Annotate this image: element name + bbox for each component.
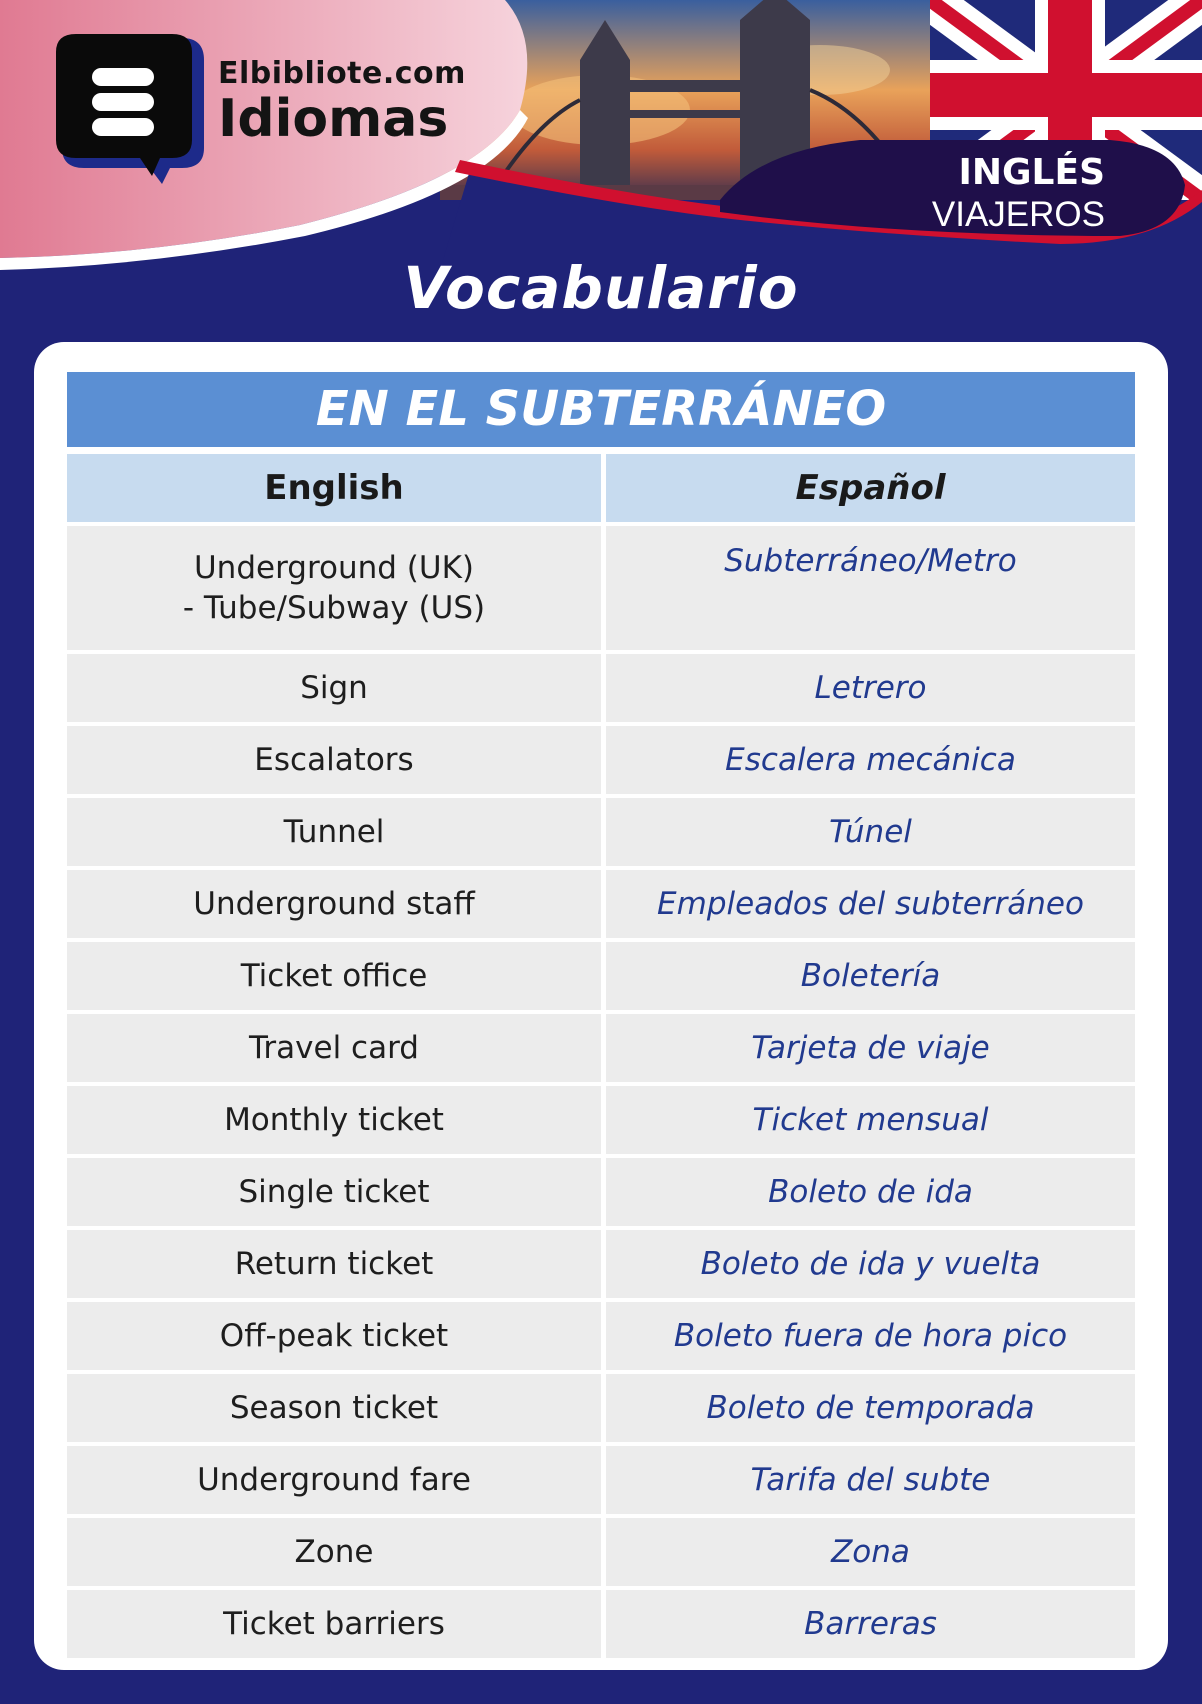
table-row	[67, 1446, 1135, 1514]
spanish-term: Zona	[606, 1518, 1135, 1586]
table-row	[67, 870, 1135, 938]
vocabulary-table	[67, 450, 1135, 1662]
table-row	[67, 526, 1135, 650]
table-row	[67, 1230, 1135, 1298]
chat-bubble-menu-icon	[56, 34, 204, 184]
spanish-term: Letrero	[606, 654, 1135, 722]
logo-brand: Idiomas	[218, 89, 449, 149]
english-term-line: - Tube/Subway (US)	[182, 590, 486, 626]
table-row	[67, 798, 1135, 866]
spanish-term: Tarjeta de viaje	[606, 1014, 1135, 1082]
english-term: Ticket barriers	[67, 1590, 606, 1658]
spanish-term: Subterráneo/Metro	[606, 526, 1135, 650]
table-row	[67, 726, 1135, 794]
table-row	[67, 1158, 1135, 1226]
table-row	[67, 1518, 1135, 1586]
table-row	[67, 1014, 1135, 1082]
column-header-english: English	[67, 454, 606, 522]
english-term: Travel card	[67, 1014, 606, 1082]
english-term	[67, 526, 606, 650]
badge-language: INGLÉS	[958, 152, 1105, 193]
spanish-term: Barreras	[606, 1590, 1135, 1658]
english-term: Zone	[67, 1518, 606, 1586]
spanish-term: Boleto de temporada	[606, 1374, 1135, 1442]
english-term: Single ticket	[67, 1158, 606, 1226]
language-badge	[900, 152, 1105, 236]
table-row	[67, 1086, 1135, 1154]
english-term: Underground staff	[67, 870, 606, 938]
spanish-term: Escalera mecánica	[606, 726, 1135, 794]
page-title: Vocabulario	[403, 254, 799, 322]
logo-site: Elbibliote.com	[218, 56, 466, 91]
spanish-term: Tarifa del subte	[606, 1446, 1135, 1514]
english-term: Off-peak ticket	[67, 1302, 606, 1370]
english-term: Monthly ticket	[67, 1086, 606, 1154]
table-row	[67, 942, 1135, 1010]
column-header-spanish: Español	[606, 454, 1135, 522]
spanish-term: Boleto de ida y vuelta	[606, 1230, 1135, 1298]
logo	[218, 56, 466, 149]
spanish-term: Empleados del subterráneo	[606, 870, 1135, 938]
table-row	[67, 1302, 1135, 1370]
english-term-line: Underground (UK)	[193, 550, 475, 586]
english-term: Underground fare	[67, 1446, 606, 1514]
badge-audience: VIAJEROS	[931, 195, 1105, 234]
english-term: Season ticket	[67, 1374, 606, 1442]
spanish-term: Boleto de ida	[606, 1158, 1135, 1226]
spanish-term: Ticket mensual	[606, 1086, 1135, 1154]
spanish-term: Boletería	[606, 942, 1135, 1010]
english-term: Tunnel	[67, 798, 606, 866]
spanish-term: Boleto fuera de hora pico	[606, 1302, 1135, 1370]
table-row	[67, 1374, 1135, 1442]
english-term: Escalators	[67, 726, 606, 794]
english-term: Sign	[67, 654, 606, 722]
spanish-term: Túnel	[606, 798, 1135, 866]
english-term: Return ticket	[67, 1230, 606, 1298]
section-title: EN EL SUBTERRÁNEO	[67, 372, 1135, 447]
table-row	[67, 654, 1135, 722]
english-term: Ticket office	[67, 942, 606, 1010]
table-row	[67, 1590, 1135, 1658]
table-header-row	[67, 454, 1135, 522]
